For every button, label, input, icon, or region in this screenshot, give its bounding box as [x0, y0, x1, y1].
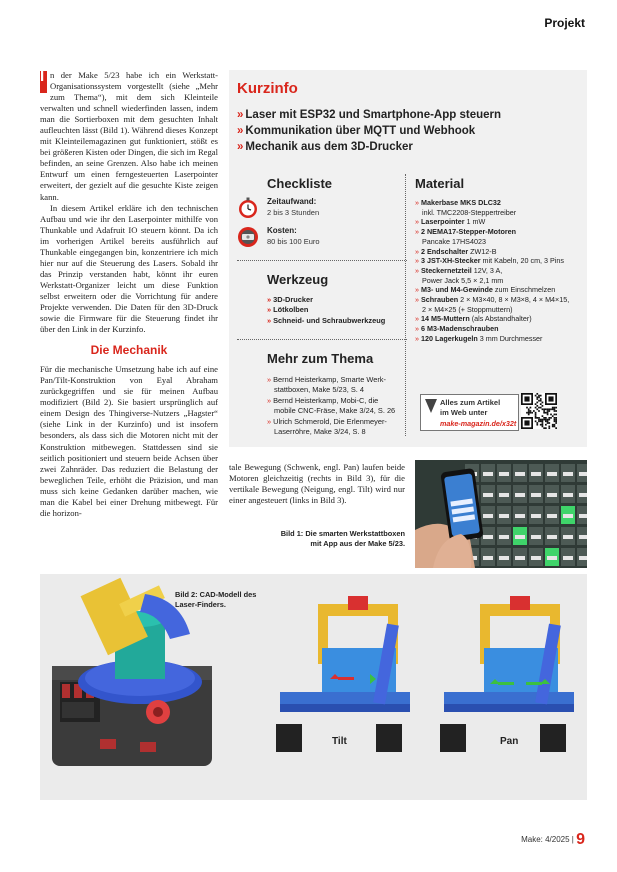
kurzinfo-bullet: » Laser mit ESP32 und Smartphone-App steuern — [237, 109, 502, 121]
page-number: 9 — [576, 831, 585, 848]
paragraph-2: In diesem Artikel erkläre ich den technischen Aufbau und wie ihr den Laserpointer mithilfe von Thunkable und Adafruit IO steuern könnt. Da ich im vorherigen Artikel bereits ausführlich auf Thunkable eingegangen bin, konzentriere ich mich hier nur auf die Steuerung des Lasers. Sobald ihr das Prinzip verstanden habt, könnt ihr euren Werkstatt-Organizer leicht um diese Funktion selbst erweitern oder die Vorrichtung für andere Projekte verwenden. Die Daten für den 3D-Druck sowie die Firmware für die Steuerung findet ihr über den Link in der Kurzinfo. — [40, 202, 218, 335]
page-footer — [521, 831, 585, 849]
qr-code-icon[interactable] — [521, 393, 557, 429]
material-item: » Schrauben 2 × M3×40, 8 × M3×8, 4 × M4×15, — [415, 295, 570, 305]
zeitaufwand-value: 2 bis 3 Stunden — [267, 208, 320, 217]
list-item: » Ulrich Schmerold, Die Erlenmeyer- — [267, 416, 387, 426]
dropcap: I — [40, 71, 47, 93]
list-item: mobile CNC-Fräse, Make 3/24, S. 26 — [274, 406, 396, 416]
material-item: » 6 M3-Madenschrauben — [415, 324, 499, 334]
material-item: » 2 NEMA17-Stepper-Motoren — [415, 227, 517, 237]
material-list — [415, 198, 583, 344]
kurzinfo-bullet: » Mechanik aus dem 3D-Drucker — [237, 141, 413, 153]
link-line-2: im Web unter — [440, 408, 488, 417]
material-item-detail: 2 × M4×25 (+ Stoppmuttern) — [422, 304, 513, 314]
material-item: » 120 Lagerkugeln 3 mm Durchmesser — [415, 333, 543, 343]
material-item-detail: Power Jack 5,5 × 2,1 mm — [422, 275, 504, 285]
list-item: » Bernd Heisterkamp, Mobi-C, die — [267, 395, 379, 405]
paragraph-intro: I n der Make 5/23 habe ich ein Werkstatt-Organisationssystem vorgestellt (siehe „Mehr zum Thema“), mit dem sich Kleinteile verwalten und schnell wiederfinden lassen, indem man die Sortierboxen mit dem gesuchten Inhalt aufleuchten lässt (Bild 1). Während dieses Konzept mit Kleinteilemagazinen gut funktioniert, stößt es bei größeren Kisten oder Dingen, die sich im Regal befinden, an seine Grenzen. Also habe ich meinen Entwurf um einen ferngesteuerten Laserpointer erweitert, der gezielt auf die gesuchte Kiste zeigen kann. — [40, 68, 218, 202]
werkzeug-list — [267, 295, 385, 326]
cad-figure — [40, 574, 587, 800]
material-item: » 2 Endschalter ZW12-B — [415, 246, 497, 256]
zeitaufwand-label: Zeitaufwand: — [267, 197, 317, 206]
photo-storage-boxes-phone — [415, 460, 587, 568]
kurzinfo-bullets — [237, 107, 501, 155]
label-pan: Pan — [500, 736, 519, 747]
list-item: stattboxen, Make 5/23, S. 4 — [274, 385, 364, 395]
list-item: » Bernd Heisterkamp, Smarte Werk- — [267, 375, 386, 384]
kurzinfo-bullet: » Kommunikation über MQTT und Webhook — [237, 125, 476, 137]
stopwatch-icon — [237, 197, 259, 219]
checkliste-title: Checkliste — [267, 176, 333, 191]
arrow-down-icon — [425, 399, 437, 413]
material-item: » M3- und M4-Gewinde zum Einschmelzen — [415, 285, 556, 295]
caption-bild-2: Bild 2: CAD-Modell des Laser-Finders. — [175, 590, 257, 609]
section-label: Projekt — [544, 16, 585, 30]
kosten-label: Kosten: — [267, 226, 297, 235]
material-title: Material — [415, 176, 465, 191]
material-item: » Laserpointer 1 mW — [415, 217, 486, 227]
kurzinfo-title: Kurzinfo — [237, 80, 298, 97]
article-link-box[interactable] — [420, 394, 519, 431]
kurzinfo-box — [229, 70, 587, 447]
mehr-zum-thema-title: Mehr zum Thema — [267, 351, 374, 366]
divider — [237, 260, 407, 261]
article-url[interactable]: make-magazin.de/x32t — [440, 419, 517, 428]
list-item: » 3D-Drucker — [267, 295, 313, 304]
article-column-middle: tale Bewegung (Schwenk, engl. Pan) laufen beide Motoren gleichzeitig (rechts in Bild 3), für die vertikale Bewegung (Neigung, engl. Tilt) wird nur einer angesteuert (links in Bild 3). — [229, 462, 405, 506]
list-item: » Lötkolben — [267, 305, 309, 315]
list-item: » Schneid- und Schraubwerkzeug — [267, 315, 386, 325]
material-item-detail: inkl. TMC2208-Steppertreiber — [422, 207, 517, 217]
column-divider — [405, 174, 406, 436]
caption-bild-1: Bild 1: Die smarten Werkstattboxen mit App aus der Make 5/23. — [280, 529, 405, 548]
article-column-left — [40, 70, 218, 519]
material-item-detail: Pancake 17HS4023 — [422, 236, 486, 246]
werkzeug-title: Werkzeug — [267, 272, 329, 287]
kosten-value: 80 bis 100 Euro — [267, 237, 320, 246]
link-line-1: Alles zum Artikel — [440, 398, 501, 407]
mehr-zum-thema-list — [267, 375, 395, 437]
material-item: » Steckernetzteil 12V, 3 A, — [415, 265, 503, 275]
list-item: Laserröhre, Make 3/24, S. 8 — [274, 427, 366, 437]
issue-label: Make: 4/2025 | — [521, 835, 574, 845]
heading-mechanik: Die Mechanik — [90, 343, 168, 358]
divider — [237, 339, 407, 340]
material-item: » 14 M5-Muttern (als Abstandhalter) — [415, 314, 532, 324]
material-item: » 3 JST-XH-Stecker mit Kabeln, 20 cm, 3 Pins — [415, 256, 565, 266]
paragraph-3: Für die mechanische Umsetzung habe ich auf eine Pan/Tilt-Konstruktion von Eyal Abraham zurückgegriffen und sie für meinen Aufbau modifiziert (Bild 2). Sie basiert ursprünglich auf einem Design des Thingiverse-Nutzers „Hagster“ (siehe Link in der Kurzinfo) und ist insofern besonders, als dass sich die Motoren nicht mit der Konstruktion mitbewegen. Stattdessen sind sie seitlich positioniert und steuern beide Achsen über zwei Zahnräder. Das reduziert die Belastung der beweglichen Teile, erhöht die Präzision, und man muss sich keine Gedanken darüber machen, wie man die Kabel bei einer Drehung mitbewegt. Für die horizon- — [40, 364, 218, 518]
material-item: » Makerbase MKS DLC32 — [415, 198, 501, 207]
money-icon — [237, 226, 259, 248]
label-tilt: Tilt — [332, 736, 347, 747]
kosten-row — [237, 226, 397, 256]
zeitaufwand-row — [237, 197, 397, 227]
cad-illustration — [40, 574, 587, 800]
